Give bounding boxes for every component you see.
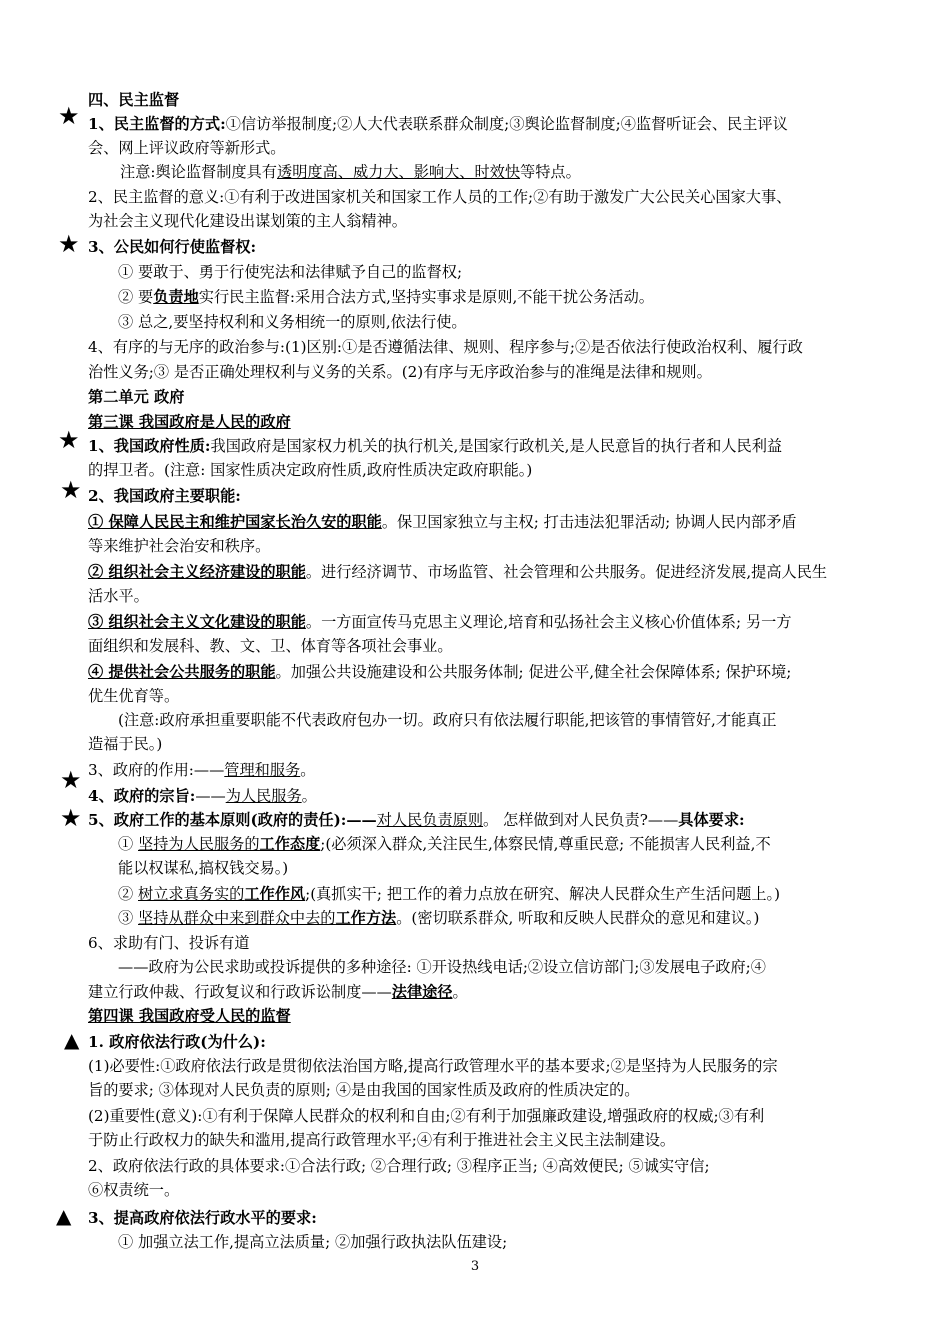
text-segment: 实行民主监督:采用合法方式,坚持实事求是原则,不能干扰公务活动。 bbox=[198, 288, 654, 306]
text-segment: ⑥权责统一。 bbox=[88, 1181, 180, 1199]
text-line bbox=[88, 784, 878, 808]
text-line bbox=[88, 209, 878, 233]
text-line bbox=[88, 360, 878, 384]
text-segment: 透明度高、威力大、影响大、时效快 bbox=[277, 163, 520, 181]
text-segment: 2、民主监督的意义:①有利于改进国家机关和国家工作人员的工作;②有助于激发广大公民关心国家大事、 bbox=[88, 188, 792, 206]
text-segment: 2、我国政府主要职能: bbox=[88, 487, 241, 505]
text-segment: 面组织和发展科、教、文、卫、体育等各项社会事业。 bbox=[88, 637, 453, 655]
text-segment: 法律途径 bbox=[391, 983, 453, 1001]
text-line bbox=[88, 510, 878, 534]
text-line bbox=[88, 634, 878, 658]
text-line bbox=[88, 458, 878, 482]
text-segment: 第三课 我国政府是人民的政府 bbox=[88, 413, 291, 431]
text-segment: 。一方面宣传马克思主义理论,培育和弘扬社会主义核心价值体系; 另一方 bbox=[305, 613, 792, 631]
text-line bbox=[88, 660, 878, 684]
text-line bbox=[88, 335, 878, 359]
page-number: 3 bbox=[470, 1259, 480, 1274]
text-line bbox=[88, 1128, 878, 1152]
text-segment: 为人民服务 bbox=[225, 787, 302, 805]
text-line bbox=[118, 310, 908, 334]
text-line bbox=[88, 484, 878, 508]
text-segment: 1、我国政府性质: bbox=[88, 437, 211, 455]
text-line bbox=[120, 160, 910, 184]
text-segment: 。(密切联系群众, 听取和反映人民群众的意见和建议。) bbox=[396, 909, 760, 927]
text-segment: 第四课 我国政府受人民的监督 bbox=[88, 1007, 291, 1025]
text-segment: 坚持从群众中来到群众中去的 bbox=[138, 909, 336, 927]
text-segment: 活水平。 bbox=[88, 587, 149, 605]
text-segment: 治性义务;③ 是否正确处理权利与义务的关系。(2)有序与无序政治参与的准绳是法律和规则。 bbox=[88, 363, 712, 381]
text-line bbox=[118, 856, 908, 880]
text-segment: ——政府为公民求助或投诉提供的多种途径: ①开设热线电话;②设立信访部门;③发展电子政府;④ bbox=[118, 958, 766, 976]
text-segment: 的捍卫者。(注意: 国家性质决定政府性质,政府性质决定政府职能。) bbox=[88, 461, 533, 479]
star-marker-icon: ★ bbox=[60, 804, 82, 832]
star-marker-icon: ★ bbox=[58, 230, 80, 258]
text-segment: 工作方法 bbox=[335, 909, 397, 927]
text-line bbox=[88, 434, 878, 458]
text-line bbox=[88, 235, 878, 259]
text-line bbox=[88, 1178, 878, 1202]
text-segment: 5、政府工作的基本原则(政府的责任):—— bbox=[88, 811, 377, 829]
text-segment: 等特点。 bbox=[520, 163, 581, 181]
text-segment: 工作态度 bbox=[259, 835, 321, 853]
text-segment: 。保卫国家独立与主权; 打击违法犯罪活动; 协调人民内部矛盾 bbox=[381, 513, 797, 531]
text-line bbox=[88, 410, 878, 434]
text-line bbox=[88, 684, 878, 708]
text-segment: ② 组织社会主义经济建设的职能 bbox=[88, 563, 306, 581]
text-line bbox=[88, 560, 878, 584]
text-line bbox=[118, 260, 908, 284]
text-segment: 3、政府的作用:—— bbox=[88, 761, 225, 779]
text-segment: 工作作风 bbox=[244, 885, 306, 903]
text-segment: 。 怎样做到对人民负责?—— bbox=[483, 811, 679, 829]
text-line bbox=[88, 112, 878, 136]
text-line bbox=[88, 88, 878, 112]
star-marker-icon: ★ bbox=[60, 766, 82, 794]
star-marker-icon: ★ bbox=[58, 102, 80, 130]
text-segment: 1. 政府依法行政(为什么): bbox=[88, 1033, 266, 1051]
text-segment: 第二单元 政府 bbox=[88, 388, 185, 406]
text-segment: 。 bbox=[300, 761, 316, 779]
text-line bbox=[88, 136, 878, 160]
text-segment: ③ 总之,要坚持权利和义务相统一的原则,依法行使。 bbox=[118, 313, 467, 331]
text-line bbox=[118, 955, 908, 979]
text-segment: ① 要敢于、勇于行使宪法和法律赋予自己的监督权; bbox=[118, 263, 463, 281]
text-segment: 旨的要求; ③体现对人民负责的原则; ④是由我国的国家性质及政府的性质决定的。 bbox=[88, 1081, 640, 1099]
text-segment: 对人民负责原则 bbox=[376, 811, 484, 829]
text-segment: ③ 组织社会主义文化建设的职能 bbox=[88, 613, 306, 631]
text-segment: 优生优育等。 bbox=[88, 687, 180, 705]
text-segment: 。进行经济调节、市场监管、社会管理和公共服务。促进经济发展,提高人民生 bbox=[305, 563, 828, 581]
text-segment: (1)必要性:①政府依法行政是贯彻依法治国方略,提高行政管理水平的基本要求;②是坚持为人民服务的宗 bbox=[88, 1057, 778, 1075]
text-line bbox=[118, 285, 908, 309]
text-segment: ① bbox=[118, 835, 139, 853]
text-line bbox=[118, 708, 908, 732]
text-segment: 6、求助有门、投诉有道 bbox=[88, 934, 250, 952]
text-segment: 负责地 bbox=[153, 288, 199, 306]
text-line bbox=[88, 1104, 878, 1128]
text-segment: ① 保障人民民主和维护国家长治久安的职能 bbox=[88, 513, 382, 531]
text-segment: 4、政府的宗旨: bbox=[88, 787, 196, 805]
text-segment: ④ 提供社会公共服务的职能 bbox=[88, 663, 276, 681]
text-segment: 具体要求: bbox=[678, 811, 745, 829]
text-segment: 造福于民。) bbox=[88, 735, 163, 753]
text-segment: 。 bbox=[301, 787, 317, 805]
text-line bbox=[88, 931, 878, 955]
text-segment: 。 bbox=[452, 983, 468, 1001]
text-segment: ③ bbox=[118, 909, 139, 927]
text-line bbox=[88, 758, 878, 782]
text-line bbox=[118, 832, 908, 856]
text-segment: 1、民主监督的方式: bbox=[88, 115, 226, 133]
text-line bbox=[88, 1078, 878, 1102]
text-segment: 3、提高政府依法行政水平的要求: bbox=[88, 1209, 317, 1227]
text-segment: (注意:政府承担重要职能不代表政府包办一切。政府只有依法履行职能,把该管的事情管好,才能真正 bbox=[118, 711, 777, 729]
text-segment: ② 要 bbox=[118, 288, 154, 306]
text-segment: 3、公民如何行使监督权: bbox=[88, 238, 257, 256]
text-segment: 我国政府是国家权力机关的执行机关,是国家行政机关,是人民意旨的执行者和人民利益 bbox=[210, 437, 783, 455]
text-segment: 为社会主义现代化建设出谋划策的主人翁精神。 bbox=[88, 212, 407, 230]
text-segment: 树立求真务实的 bbox=[138, 885, 245, 903]
text-line bbox=[88, 1004, 878, 1028]
text-line bbox=[118, 1230, 908, 1254]
text-line bbox=[88, 534, 878, 558]
text-line bbox=[118, 906, 908, 930]
text-segment: 管理和服务 bbox=[224, 761, 301, 779]
text-line bbox=[88, 1054, 878, 1078]
text-line bbox=[88, 1030, 878, 1054]
text-segment: 建立行政仲裁、行政复议和行政诉讼制度—— bbox=[88, 983, 392, 1001]
text-segment: 坚持为人民服务的 bbox=[138, 835, 260, 853]
text-segment: 会、网上评议政府等新形式。 bbox=[88, 139, 286, 157]
text-segment: 四、民主监督 bbox=[88, 91, 180, 109]
text-line bbox=[88, 584, 878, 608]
text-segment: —— bbox=[195, 787, 226, 805]
text-segment: 2、政府依法行政的具体要求:①合法行政; ②合理行政; ③程序正当; ④高效便民; ⑤诚实守信; bbox=[88, 1157, 710, 1175]
star-marker-icon: ★ bbox=[60, 476, 82, 504]
text-segment: ;(必须深入群众,关注民生,体察民情,尊重民意; 不能损害人民利益,不 bbox=[320, 835, 771, 853]
text-segment: 4、有序的与无序的政治参与:(1)区别:①是否遵循法律、规则、程序参与;②是否依法行使政治权利、履行政 bbox=[88, 338, 803, 356]
text-line bbox=[88, 808, 878, 832]
text-segment: (2)重要性(意义):①有利于保障人民群众的权利和自由;②有利于加强廉政建设,增强政府的权威;③有利 bbox=[88, 1107, 765, 1125]
text-segment: ①信访举报制度;②人大代表联系群众制度;③舆论监督制度;④监督听证会、民主评议 bbox=[225, 115, 788, 133]
text-line bbox=[88, 1154, 878, 1178]
text-segment: 能以权谋私,搞权钱交易。) bbox=[118, 859, 289, 877]
triangle-marker-icon: ▲ bbox=[64, 1028, 80, 1052]
text-segment: ;(真抓实干; 把工作的着力点放在研究、解决人民群众生产生活问题上。) bbox=[305, 885, 781, 903]
triangle-marker-icon: ▲ bbox=[56, 1204, 72, 1228]
text-segment: 等来维护社会治安和秩序。 bbox=[88, 537, 271, 555]
text-segment: 。加强公共设施建设和公共服务体制; 促进公平,健全社会保障体系; 保护环境; bbox=[275, 663, 792, 681]
text-line bbox=[118, 882, 908, 906]
text-segment: ① 加强立法工作,提高立法质量; ②加强行政执法队伍建设; bbox=[118, 1233, 508, 1251]
text-line bbox=[88, 610, 878, 634]
text-segment: 注意:舆论监督制度具有 bbox=[120, 163, 277, 181]
text-line bbox=[88, 980, 878, 1004]
text-line bbox=[88, 732, 878, 756]
star-marker-icon: ★ bbox=[58, 426, 80, 454]
text-line bbox=[88, 385, 878, 409]
text-segment: 于防止行政权力的缺失和滥用,提高行政管理水平;④有利于推进社会主义民主法制建设。 bbox=[88, 1131, 676, 1149]
text-line bbox=[88, 1206, 878, 1230]
text-line bbox=[88, 185, 878, 209]
text-segment: ② bbox=[118, 885, 139, 903]
